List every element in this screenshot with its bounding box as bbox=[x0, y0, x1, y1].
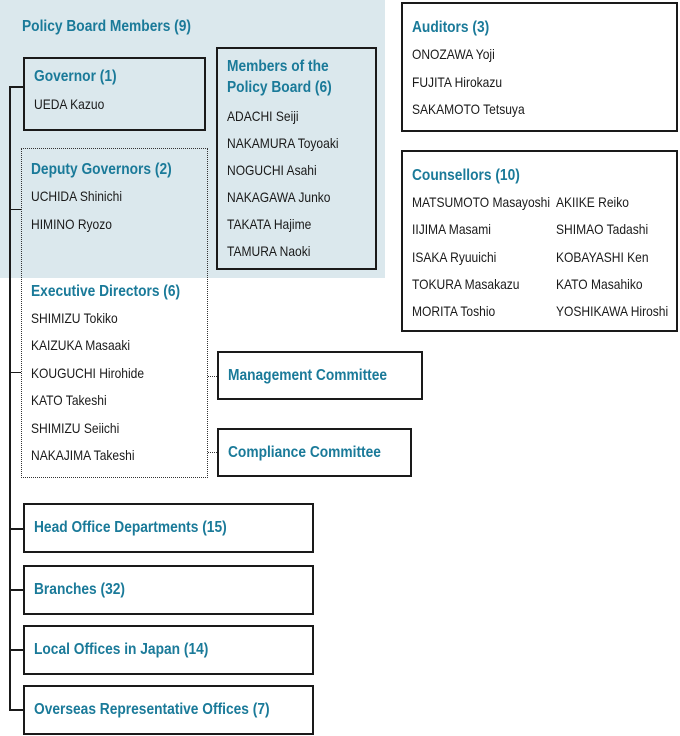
executive-directors-title: Executive Directors (6) bbox=[31, 283, 181, 300]
counsellor-name: ISAKA Ryuuichi bbox=[412, 249, 497, 265]
member-name: NOGUCHI Asahi bbox=[227, 162, 317, 178]
auditor-name: SAKAMOTO Tetsuya bbox=[412, 101, 525, 117]
executive-director-name: NAKAJIMA Takeshi bbox=[31, 447, 135, 463]
deputy-connector bbox=[9, 209, 21, 210]
overseas-offices-box bbox=[23, 685, 314, 735]
governor-name: UEDA Kazuo bbox=[34, 96, 105, 112]
local-offices-label: Local Offices in Japan (14) bbox=[34, 641, 209, 658]
governor-title: Governor (1) bbox=[34, 68, 117, 85]
members-title-line2: Policy Board (6) bbox=[227, 79, 332, 96]
counsellors-title: Counsellors (10) bbox=[412, 167, 520, 184]
executive-connector bbox=[9, 372, 21, 373]
branches-box bbox=[23, 565, 314, 615]
management-committee-box bbox=[217, 351, 423, 400]
counsellor-name: IIJIMA Masami bbox=[412, 221, 491, 237]
executive-director-name: KATO Takeshi bbox=[31, 392, 107, 408]
org-spine-line bbox=[9, 86, 11, 710]
counsellor-name: KATO Masahiko bbox=[556, 276, 643, 292]
head-office-connector bbox=[9, 528, 23, 530]
governor-connector bbox=[9, 86, 23, 88]
branches-connector bbox=[9, 589, 23, 591]
member-name: NAKAMURA Toyoaki bbox=[227, 135, 339, 151]
management-committee-label: Management Committee bbox=[228, 367, 388, 384]
counsellor-name: YOSHIKAWA Hiroshi bbox=[556, 303, 669, 319]
compliance-committee-box bbox=[217, 428, 412, 477]
counsellor-name: AKIIKE Reiko bbox=[556, 194, 629, 210]
overseas-offices-label: Overseas Representative Offices (7) bbox=[34, 701, 270, 718]
counsellor-name: MATSUMOTO Masayoshi bbox=[412, 194, 551, 210]
members-title-line1: Members of the bbox=[227, 58, 329, 75]
counsellor-name: TOKURA Masakazu bbox=[412, 276, 520, 292]
governor-box bbox=[23, 57, 206, 131]
member-name: NAKAGAWA Junko bbox=[227, 189, 331, 205]
executive-director-name: SHIMIZU Tokiko bbox=[31, 310, 118, 326]
management-connector bbox=[208, 376, 217, 377]
member-name: TAKATA Hajime bbox=[227, 216, 312, 232]
counsellor-name: KOBAYASHI Ken bbox=[556, 249, 649, 265]
local-offices-box bbox=[23, 625, 314, 675]
overseas-connector bbox=[9, 709, 23, 711]
auditors-box bbox=[401, 2, 678, 132]
counsellor-name: SHIMAO Tadashi bbox=[556, 221, 649, 237]
head-office-departments-label: Head Office Departments (15) bbox=[34, 519, 227, 536]
auditor-name: ONOZAWA Yoji bbox=[412, 46, 495, 62]
auditors-title: Auditors (3) bbox=[412, 19, 490, 36]
executive-director-name: SHIMIZU Seiichi bbox=[31, 420, 120, 436]
member-name: TAMURA Naoki bbox=[227, 243, 311, 259]
policy-board-title: Policy Board Members (9) bbox=[22, 18, 191, 35]
local-offices-connector bbox=[9, 649, 23, 651]
counsellor-name: MORITA Toshio bbox=[412, 303, 496, 319]
executive-director-name: KOUGUCHI Hirohide bbox=[31, 365, 145, 381]
executive-director-name: KAIZUKA Masaaki bbox=[31, 337, 131, 353]
deputy-governors-title: Deputy Governors (2) bbox=[31, 161, 172, 178]
members-box bbox=[216, 47, 377, 270]
branches-label: Branches (32) bbox=[34, 581, 126, 598]
compliance-connector bbox=[208, 452, 217, 453]
counsellors-box bbox=[401, 150, 678, 332]
deputy-governor-name: HIMINO Ryozo bbox=[31, 216, 112, 232]
member-name: ADACHI Seiji bbox=[227, 108, 299, 124]
deputy-governor-name: UCHIDA Shinichi bbox=[31, 188, 123, 204]
auditor-name: FUJITA Hirokazu bbox=[412, 74, 503, 90]
head-office-departments-box bbox=[23, 503, 314, 553]
compliance-committee-label: Compliance Committee bbox=[228, 444, 381, 461]
